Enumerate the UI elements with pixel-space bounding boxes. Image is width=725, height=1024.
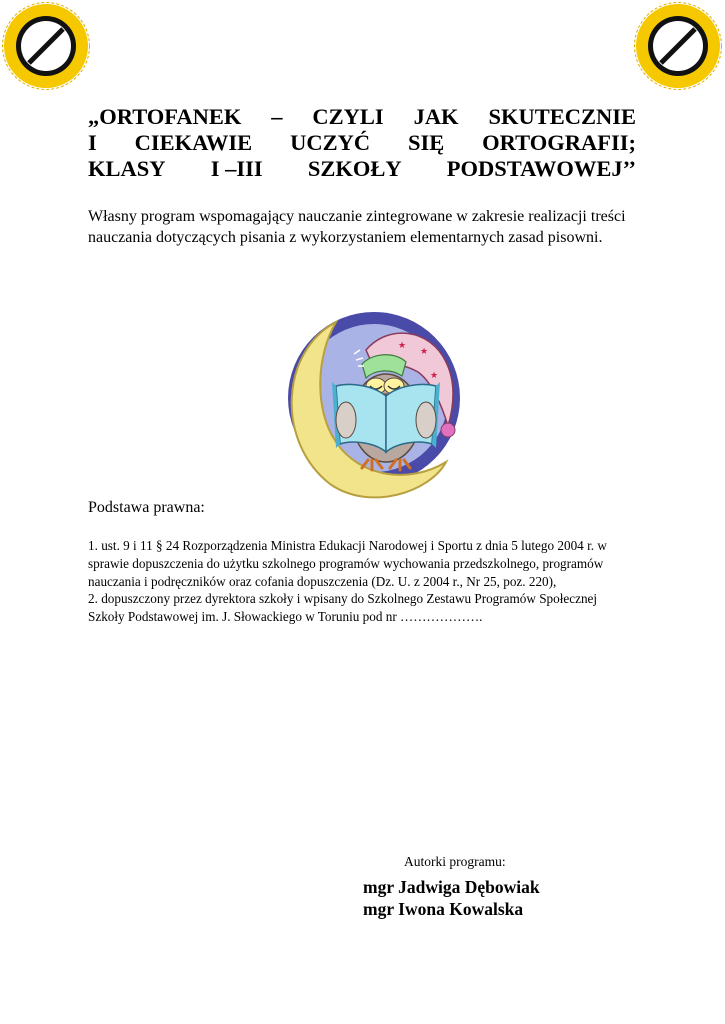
legal-basis-list (88, 537, 636, 626)
title-line-2 (88, 130, 636, 156)
abbyy-badge-right[interactable] (634, 2, 722, 90)
abbyy-badge-icon (634, 2, 722, 90)
title-word: CZYLI (312, 104, 384, 129)
title-word: SKUTECZNIE (488, 104, 636, 129)
author-name: mgr Iwona Kowalska (363, 899, 524, 919)
document-title (88, 104, 636, 182)
svg-text:★: ★ (398, 340, 407, 350)
author-name: mgr Jadwiga Dębowiak (363, 877, 540, 897)
title-word: PODSTAWOWEJ’’ (446, 156, 636, 181)
title-word: SIĘ (408, 130, 445, 155)
svg-text:★: ★ (420, 346, 429, 356)
title-word: JAK (413, 104, 459, 129)
authors-label: Autorki programu: (404, 854, 506, 869)
title-word: – (271, 104, 283, 129)
legal-item-1: 1. ust. 9 i 11 § 24 Rozporządzenia Ministra Edukacji Narodowej i Sportu z dnia 5 lutego 2004 r. w sprawie dopuszczenia do użytku szkolnego programów wychowania przedszkolnego, programów nauczania i podręczników oraz cofania dopuszczenia (Dz. U. z 2004 r., Nr 25, poz. 220), (88, 538, 607, 589)
title-word: I –III (210, 156, 263, 181)
title-word: UCZYĆ (290, 130, 371, 155)
legal-item-2: 2. dopuszczony przez dyrektora szkoły i wpisany do Szkolnego Zestawu Programów Społecznej Szkoły Podstawowej im. J. Słowackiego w Toruniu pod nr ………………. (88, 591, 598, 625)
title-line-1 (88, 104, 636, 130)
svg-text:★: ★ (430, 370, 439, 380)
abbyy-badge-left[interactable] (2, 2, 90, 90)
title-word: ORTOGRAFII; (482, 130, 636, 155)
title-word: I (88, 130, 97, 155)
title-word: KLASY (88, 156, 166, 181)
abbyy-badge-icon (2, 2, 90, 90)
legal-basis-heading: Podstawa prawna: (88, 499, 205, 516)
title-line-3 (88, 156, 636, 182)
title-word: CIEKAWIE (134, 130, 253, 155)
intro-paragraph: Własny program wspomagający nauczanie zintegrowane w zakresie realizacji treści nauczania dotyczących pisania z wykorzystaniem elementarnych zasad pisowni. (88, 208, 626, 246)
title-word: SZKOŁY (307, 156, 402, 181)
title-word: „ORTOFANEK (88, 104, 242, 129)
owl-on-moon-reading-icon (270, 302, 470, 502)
